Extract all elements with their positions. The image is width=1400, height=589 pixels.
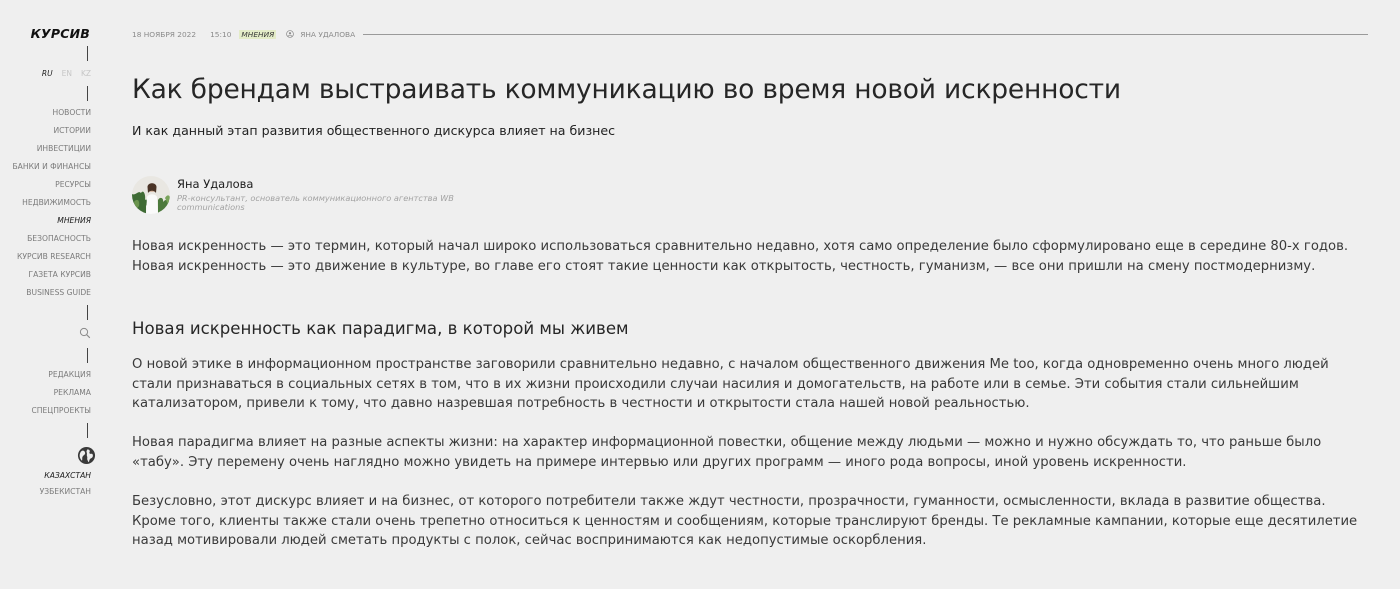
section-heading: Новая искренность как парадигма, в которой мы живем [132,319,629,338]
article-subtitle: И как данный этап развития общественного дискурса влияет на бизнес [132,123,616,138]
nav-item-investments[interactable]: ИНВЕСТИЦИИ [36,144,91,153]
body-paragraph: Безусловно, этот дискурс влияет и на бизнес, от которого потребители также ждут честности, прозрачности, гуманности, осмысленности, вклада в развитие общества. Кроме того, клиенты также стали очень трепетно относиться к ценностям и сообщениям, которые транслируют бренды. Те рекламные кампании, которые еще десятилетие назад мотивировали людей сметать продукты с полок, сейчас воспринимаются как недопустимые оскорбления. [132,494,1358,549]
publish-date: 18 НОЯБРЯ 2022 [132,29,197,39]
region-uzbekistan[interactable]: УЗБЕКИСТАН [39,487,91,496]
nav-item-resources[interactable]: РЕСУРСЫ [55,180,91,189]
nav-item-editorial[interactable]: РЕДАКЦИЯ [48,370,91,379]
site-logo[interactable]: КУРСИВ [30,26,90,41]
meta-divider [363,34,1368,35]
nav-item-banks-finance[interactable]: БАНКИ И ФИНАНСЫ [12,162,91,171]
divider [87,46,88,61]
intro-line: Новая искренность — это движение в культуре, во главе его стоят такие ценности как открытость, честность, гуманизм, — все они пришли на смену постмодернизму. [132,258,1316,274]
globe-icon[interactable] [77,446,96,465]
lang-en[interactable]: EN [61,69,72,78]
user-icon [286,30,294,38]
lang-kz[interactable]: KZ [80,69,91,78]
nav-item-realty[interactable]: НЕДВИЖИМОСТЬ [22,198,91,207]
divider [87,348,88,363]
region-kazakhstan[interactable]: КАЗАХСТАН [44,471,91,480]
body-paragraph: О новой этике в информационном пространстве заговорили сравнительно недавно, с началом общественного движения Me too, когда одновременно очень много людей стали признаваться в социальных сетях в том, что в их жизни происходили случаи насилия и домогательств, на работе или в семье. Эти события стали сильнейшим катализатором, привели к тому, что давно назревшая потребность в честности и открытости стала нашей новой реальностью. [132,357,1329,412]
language-switcher [42,69,91,78]
author-name[interactable]: Яна Удалова [177,177,254,191]
nav-item-stories[interactable]: ИСТОРИИ [53,126,91,135]
intro-paragraph [132,237,1368,276]
search-icon[interactable] [79,327,91,339]
nav-item-special-projects[interactable]: СПЕЦПРОЕКТЫ [31,406,91,415]
nav-item-research[interactable]: КУРСИВ RESEARCH [16,252,91,261]
article-title: Как брендам выстраивать коммуникацию во время новой искренности [132,74,1121,105]
author-role: PR-консультант, основатель коммуникационного агентства WB communications [177,193,454,212]
nav-item-opinions[interactable]: МНЕНИЯ [57,216,91,225]
author-avatar[interactable] [132,176,170,214]
intro-line: Новая искренность — это термин, который начал широко использоваться сравнительно недавно, хотя само определение было сформулировано еще в середине 80-х годов. [132,239,1349,254]
nav-item-security[interactable]: БЕЗОПАСНОСТЬ [27,234,91,243]
secondary-nav [31,366,91,420]
meta-author[interactable]: ЯНА УДАЛОВА [300,29,356,39]
nav-item-business-guide[interactable]: BUSINESS GUIDE [26,288,91,297]
main-nav [12,104,91,302]
divider [87,423,88,438]
rubric-badge[interactable]: МНЕНИЯ [241,29,275,39]
divider [87,86,88,101]
region-nav [40,468,91,500]
body-paragraph: Новая парадигма влияет на разные аспекты жизни: на характер информационной повестки, общение между людьми — можно и нужно обсуждать то, что раньше было «табу». Эту перемену очень наглядно можно увидеть на примере интервью или других программ — иного рода вопросы, иной уровень искренности. [132,435,1322,470]
lang-ru[interactable]: RU [41,69,53,78]
author-card [132,176,532,214]
publish-time: 15:10 [210,29,232,39]
article-meta [132,28,1368,40]
divider [87,305,88,320]
nav-item-newspaper[interactable]: ГАЗЕТА КУРСИВ [28,270,91,279]
nav-item-news[interactable]: НОВОСТИ [52,108,91,117]
nav-item-advertising[interactable]: РЕКЛАМА [53,388,91,397]
sidebar [0,0,100,589]
